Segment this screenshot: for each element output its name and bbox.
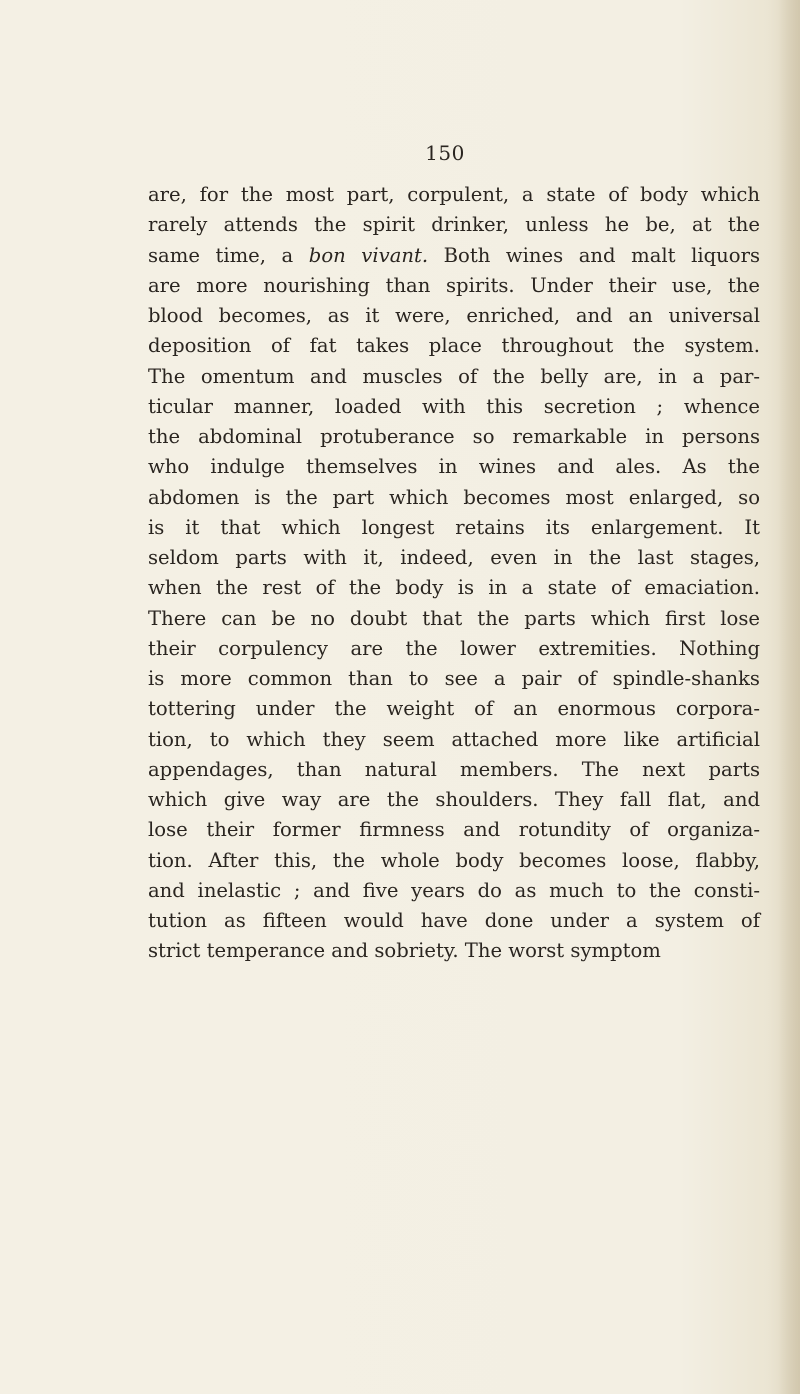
text-line xyxy=(148,210,760,240)
text-line xyxy=(148,604,760,634)
text-line xyxy=(148,422,760,452)
text-segment: who indulge themselves in wines and ales. As the xyxy=(148,455,760,479)
text-segment: tution as fifteen would have done under a system of xyxy=(148,909,760,932)
text-segment: same time, a xyxy=(148,243,309,267)
text-line xyxy=(148,452,760,482)
text-line xyxy=(148,634,760,664)
text-segment: which give way are the shoulders. They fall flat, and xyxy=(148,788,760,811)
text-segment: tottering under the weight of an enormous corpora- xyxy=(148,697,760,721)
text-line xyxy=(148,271,760,301)
text-segment: is more common than to see a pair of spindle-shanks xyxy=(148,667,760,690)
text-segment: tion, to which they seem attached more like artificial xyxy=(148,727,760,751)
text-line xyxy=(148,846,760,876)
page-edge-shadow xyxy=(778,0,800,1394)
text-line xyxy=(148,815,760,845)
text-segment: rarely attends the spirit drinker, unless he be, at the xyxy=(148,213,760,237)
text-line xyxy=(148,906,760,936)
text-segment: deposition of fat takes place throughout the system. xyxy=(148,334,760,358)
text-segment: and inelastic ; and five years do as much to the consti- xyxy=(148,878,760,902)
text-line xyxy=(148,876,760,906)
text-line xyxy=(148,785,760,815)
text-line xyxy=(148,513,760,543)
text-segment: the abdominal protuberance so remarkable in persons xyxy=(148,425,760,448)
text-line xyxy=(148,573,760,603)
text-segment: tion. After this, the whole body becomes loose, flabby, xyxy=(148,848,760,872)
text-line xyxy=(148,725,760,755)
text-segment: blood becomes, as it were, enriched, and an universal xyxy=(148,304,760,327)
text-segment: are more nourishing than spirits. Under their use, the xyxy=(148,273,760,297)
text-line xyxy=(148,543,760,573)
text-segment: when the rest of the body is in a state of emaciation. xyxy=(148,576,760,600)
text-line xyxy=(148,664,760,694)
page-number: 150 xyxy=(425,141,465,165)
text-segment: lose their former firmness and rotundity of organiza- xyxy=(148,818,760,842)
text-segment: are, for the most part, corpulent, a state of body which xyxy=(148,183,760,206)
text-line xyxy=(148,936,760,966)
text-segment: appendages, than natural members. The next parts xyxy=(148,757,760,781)
text-segment: abdomen is the part which becomes most enlarged, so xyxy=(148,485,760,509)
text-segment: The omentum and muscles of the belly are, in a par- xyxy=(148,364,760,388)
text-line xyxy=(148,755,760,785)
text-segment: seldom parts with it, indeed, even in the last stages, xyxy=(148,546,760,569)
text-segment: strict temperance and sobriety. The worst symptom xyxy=(148,939,661,963)
text-segment: There can be no doubt that the parts which first lose xyxy=(148,606,760,630)
text-line xyxy=(148,180,760,210)
body-text xyxy=(148,180,760,967)
text-line xyxy=(148,392,760,422)
text-segment: their corpulency are the lower extremities. Nothing xyxy=(148,636,760,660)
text-line xyxy=(148,241,760,271)
text-segment: is it that which longest retains its enlargement. It xyxy=(148,515,760,539)
text-line xyxy=(148,301,760,331)
text-segment: ticular manner, loaded with this secretion ; whence xyxy=(148,394,760,418)
text-segment: Both wines and malt liquors xyxy=(428,243,761,267)
text-line xyxy=(148,483,760,513)
text-line xyxy=(148,694,760,724)
text-line xyxy=(148,362,760,392)
text-line xyxy=(148,331,760,361)
italic-phrase: bon vivant. xyxy=(308,243,429,267)
